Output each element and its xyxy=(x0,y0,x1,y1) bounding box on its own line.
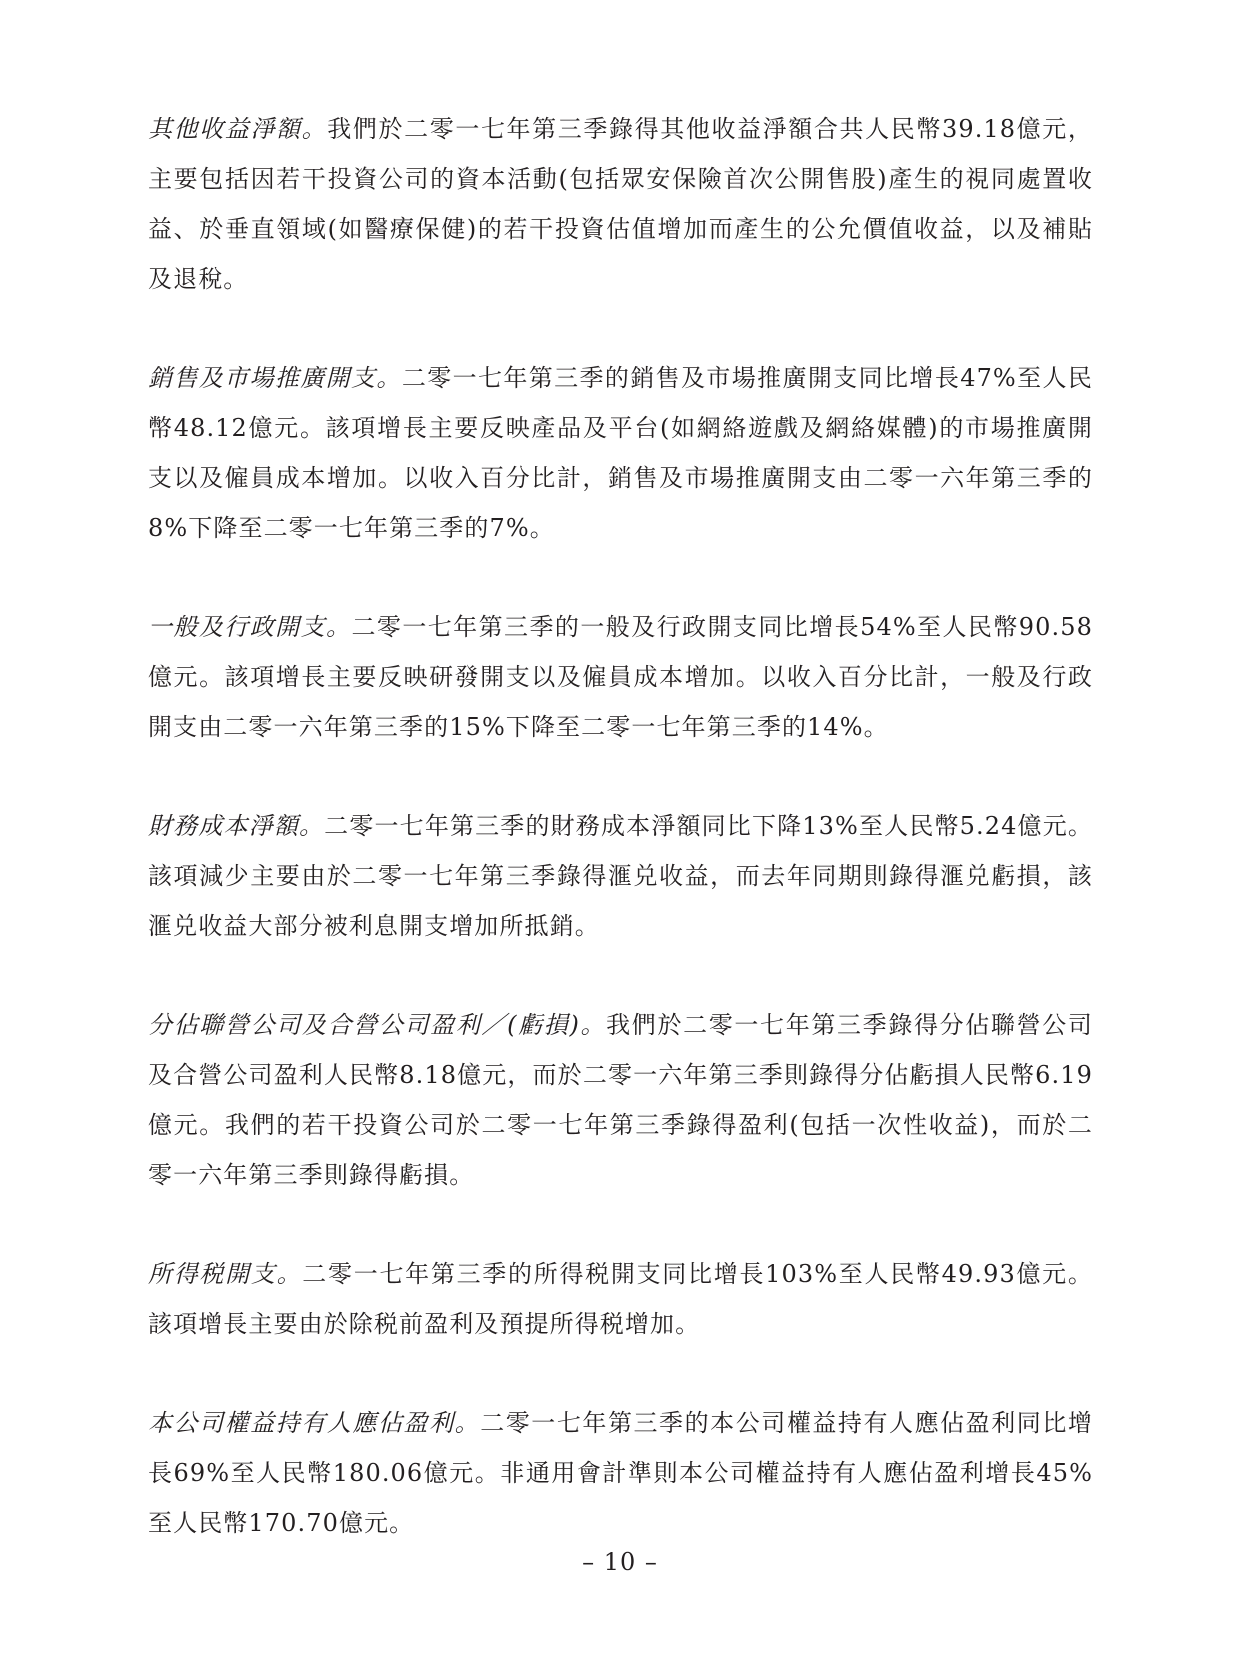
paragraph-text: 二零一七年第三季的一般及行政開支同比增長54%至人民幣90.58億元。該項增長主要反映研發開支以及僱員成本增加。以收入百分比計，一般及行政開支由二零一六年第三季的15%下降至二零一七年第三季的14%。 xyxy=(148,613,1093,741)
paragraph-associates-jv xyxy=(148,1000,1093,1200)
paragraph-text: 二零一七年第三季的本公司權益持有人應佔盈利同比增長69%至人民幣180.06億元。非通用會計準則本公司權益持有人應佔盈利增長45%至人民幣170.70億元。 xyxy=(148,1409,1093,1537)
paragraph-selling-marketing xyxy=(148,353,1093,553)
paragraph-attributable-profit xyxy=(148,1398,1093,1548)
paragraph-heading: 分佔聯營公司及合營公司盈利／(虧損)。 xyxy=(148,1011,607,1039)
paragraph-heading: 財務成本淨額。 xyxy=(148,812,325,840)
paragraph-income-tax xyxy=(148,1249,1093,1349)
paragraph-text: 二零一七年第三季的所得税開支同比增長103%至人民幣49.93億元。該項增長主要由於除税前盈利及預提所得税增加。 xyxy=(148,1260,1093,1338)
paragraph-other-gains xyxy=(148,104,1093,304)
paragraph-heading: 銷售及市場推廣開支。 xyxy=(148,364,402,392)
paragraph-finance-costs xyxy=(148,801,1093,951)
paragraph-text: 我們於二零一七年第三季錄得分佔聯營公司及合營公司盈利人民幣8.18億元，而於二零一六年第三季則錄得分佔虧損人民幣6.19億元。我們的若干投資公司於二零一七年第三季錄得盈利(包括一次性收益)，而於二零一六年第三季則錄得虧損。 xyxy=(148,1011,1093,1189)
paragraph-text: 我們於二零一七年第三季錄得其他收益淨額合共人民幣39.18億元，主要包括因若干投資公司的資本活動(包括眾安保險首次公開售股)產生的視同處置收益、於垂直領域(如醫療保健)的若干投資估值增加而產生的公允價值收益，以及補貼及退稅。 xyxy=(148,115,1093,293)
document-body xyxy=(148,104,1093,1597)
paragraph-general-admin xyxy=(148,602,1093,752)
paragraph-heading: 其他收益淨額。 xyxy=(148,115,328,143)
page-number: – 10 – xyxy=(582,1548,658,1576)
paragraph-text: 二零一七年第三季的財務成本淨額同比下降13%至人民幣5.24億元。該項減少主要由於二零一七年第三季錄得滙兑收益，而去年同期則錄得滙兑虧損，該滙兑收益大部分被利息開支增加所抵銷。 xyxy=(148,812,1093,940)
paragraph-heading: 所得税開支。 xyxy=(148,1260,303,1288)
paragraph-heading: 本公司權益持有人應佔盈利。 xyxy=(148,1409,481,1437)
paragraph-heading: 一般及行政開支。 xyxy=(148,613,352,641)
paragraph-text: 二零一七年第三季的銷售及市場推廣開支同比增長47%至人民幣48.12億元。該項增長主要反映產品及平台(如網絡遊戲及網絡媒體)的市場推廣開支以及僱員成本增加。以收入百分比計，銷售及市場推廣開支由二零一六年第三季的8%下降至二零一七年第三季的7%。 xyxy=(148,364,1093,542)
